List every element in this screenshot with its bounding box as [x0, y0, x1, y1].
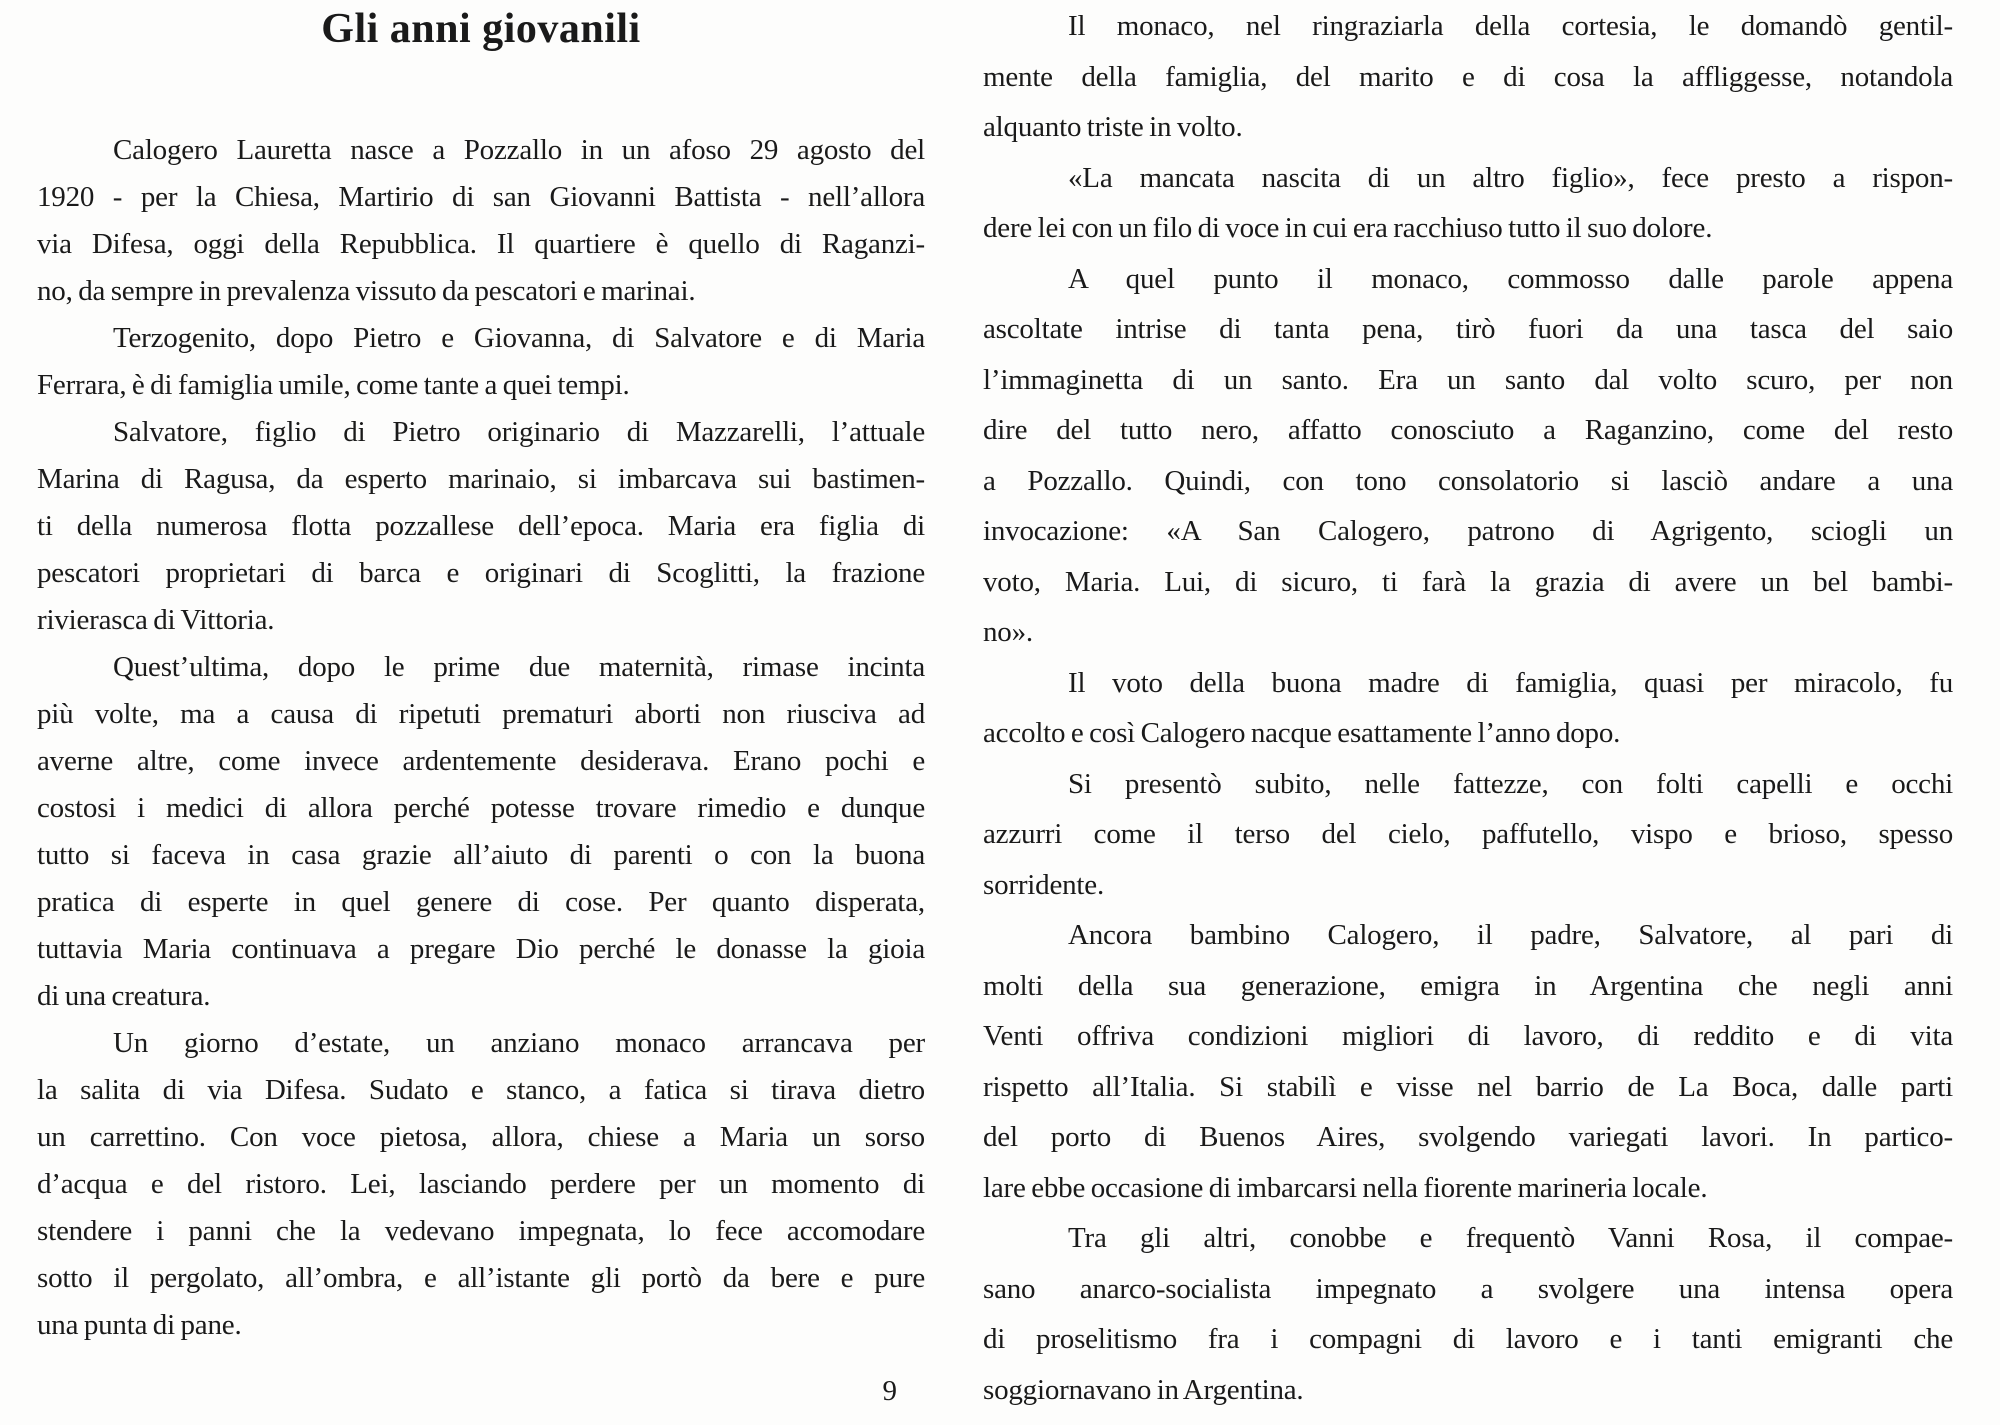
text-line: una punta di pane. [37, 1309, 242, 1341]
text-line: mente della famiglia, del marito e di cosa la affliggesse, notandola [983, 60, 1953, 93]
text-line: tuttavia Maria continuava a pregare Dio perché le donasse la gioia [37, 933, 925, 965]
text-line: accolto e così Calogero nacque esattamente l’anno dopo. [983, 717, 1621, 749]
text-line: Tra gli altri, conobbe e frequentò Vanni Rosa, il compae- [1068, 1222, 1953, 1254]
text-line: rivierasca di Vittoria. [37, 604, 275, 636]
text-line: Marina di Ragusa, da esperto marinaio, si imbarcava sui bastimen- [37, 463, 925, 495]
text-line: del porto di Buenos Aires, svolgendo variegati lavori. In partico- [983, 1121, 1953, 1153]
paragraph [37, 644, 925, 1020]
text-line: Calogero Lauretta nasce a Pozzallo in un afoso 29 agosto del [113, 134, 925, 166]
text-line: pratica di esperte in quel genere di cose. Per quanto disperata, [37, 886, 925, 918]
page-number: 9 [882, 1375, 897, 1407]
text-line: Il voto della buona madre di famiglia, quasi per miracolo, fu [1068, 666, 1953, 699]
text-line: ascoltate intrise di tanta pena, tirò fuori da una tasca del saio [983, 313, 1953, 345]
text-line: no, da sempre in prevalenza vissuto da pescatori e marinai. [37, 275, 696, 307]
text-line: A quel punto il monaco, commosso dalle parole appena [1068, 262, 1953, 295]
text-line: Si presentò subito, nelle fattezze, con folti capelli e occhi [1068, 767, 1953, 800]
text-line: dere lei con un filo di voce in cui era racchiuso tutto il suo dolore. [983, 212, 1713, 244]
text-line: rispetto all’Italia. Si stabilì e visse nel barrio de La Boca, dalle parti [983, 1070, 1953, 1103]
text-line: di proselitismo fra i compagni di lavoro e i tanti emigranti che [983, 1323, 1953, 1355]
paragraph [37, 127, 925, 315]
text-line: sano anarco-socialista impegnato a svolgere una intensa opera [983, 1272, 1953, 1305]
text-line: pescatori proprietari di barca e originari di Scoglitti, la frazione [37, 557, 925, 589]
paragraph [983, 153, 1953, 254]
text-line: soggiornavano in Argentina. [983, 1373, 1304, 1406]
text-line: Un giorno d’estate, un anziano monaco arrancava per [113, 1027, 925, 1059]
paragraph [37, 315, 925, 409]
text-line: voto, Maria. Lui, di sicuro, ti farà la grazia di avere un bel bambi- [983, 565, 1953, 598]
text-line: ti della numerosa flotta pozzallese dell’epoca. Maria era figlia di [37, 510, 925, 542]
text-line: più volte, ma a causa di ripetuti prematuri aborti non riusciva ad [37, 698, 925, 730]
text-line: molti della sua generazione, emigra in Argentina che negli anni [983, 969, 1953, 1002]
text-line: invocazione: «A San Calogero, patrono di Agrigento, sciogli un [983, 515, 1953, 547]
text-line: Ferrara, è di famiglia umile, come tante a quei tempi. [37, 369, 630, 401]
text-line: l’immaginetta di un santo. Era un santo dal volto scuro, per non [983, 363, 1953, 396]
right-page-text [983, 1, 1953, 1415]
chapter-title: Gli anni giovanili [321, 6, 641, 52]
text-line: Quest’ultima, dopo le prime due maternità, rimase incinta [113, 651, 925, 683]
paragraph [37, 1020, 925, 1349]
paragraph [983, 1, 1953, 153]
text-line: via Difesa, oggi della Repubblica. Il quartiere è quello di Raganzi- [37, 228, 925, 260]
text-line: Salvatore, figlio di Pietro originario di Mazzarelli, l’attuale [113, 416, 925, 448]
text-line: lare ebbe occasione di imbarcarsi nella fiorente marineria locale. [983, 1171, 1708, 1204]
text-line: «La mancata nascita di un altro figlio», fece presto a rispon- [1068, 161, 1953, 194]
paragraph [983, 910, 1953, 1213]
text-line: tutto si faceva in casa grazie all’aiuto di parenti o con la buona [37, 839, 925, 871]
paragraph [983, 658, 1953, 759]
text-line: dire del tutto nero, affatto conosciuto a Raganzino, come del resto [983, 414, 1953, 446]
text-line: di una creatura. [37, 980, 211, 1012]
text-line: un carrettino. Con voce pietosa, allora, chiese a Maria un sorso [37, 1121, 925, 1153]
left-page-text [37, 127, 925, 1349]
text-line: azzurri come il terso del cielo, paffutello, vispo e brioso, spesso [983, 818, 1953, 850]
text-line: stendere i panni che la vedevano impegnata, lo fece accomodare [37, 1215, 925, 1247]
text-line: Venti offriva condizioni migliori di lavoro, di reddito e di vita [983, 1020, 1953, 1052]
paragraph [983, 1213, 1953, 1415]
paragraph [983, 759, 1953, 911]
paragraph [37, 409, 925, 644]
text-line: alquanto triste in volto. [983, 111, 1243, 143]
text-line: Ancora bambino Calogero, il padre, Salvatore, al pari di [1068, 919, 1953, 951]
text-line: Terzogenito, dopo Pietro e Giovanna, di Salvatore e di Maria [113, 322, 925, 354]
text-line: d’acqua e del ristoro. Lei, lasciando perdere per un momento di [37, 1168, 925, 1200]
paragraph [983, 254, 1953, 658]
text-line: Il monaco, nel ringraziarla della cortesia, le domandò gentil- [1068, 10, 1953, 42]
text-line: 1920 - per la Chiesa, Martirio di san Giovanni Battista - nell’allora [37, 181, 925, 213]
text-line: la salita di via Difesa. Sudato e stanco, a fatica si tirava dietro [37, 1074, 925, 1106]
text-line: averne altre, come invece ardentemente desiderava. Erano pochi e [37, 745, 925, 777]
text-line: no». [983, 616, 1033, 648]
text-line: costosi i medici di allora perché potesse trovare rimedio e dunque [37, 792, 925, 824]
text-line: sorridente. [983, 868, 1105, 901]
text-line: a Pozzallo. Quindi, con tono consolatorio si lasciò andare a una [983, 464, 1953, 497]
text-line: sotto il pergolato, all’ombra, e all’istante gli portò da bere e pure [37, 1262, 925, 1294]
